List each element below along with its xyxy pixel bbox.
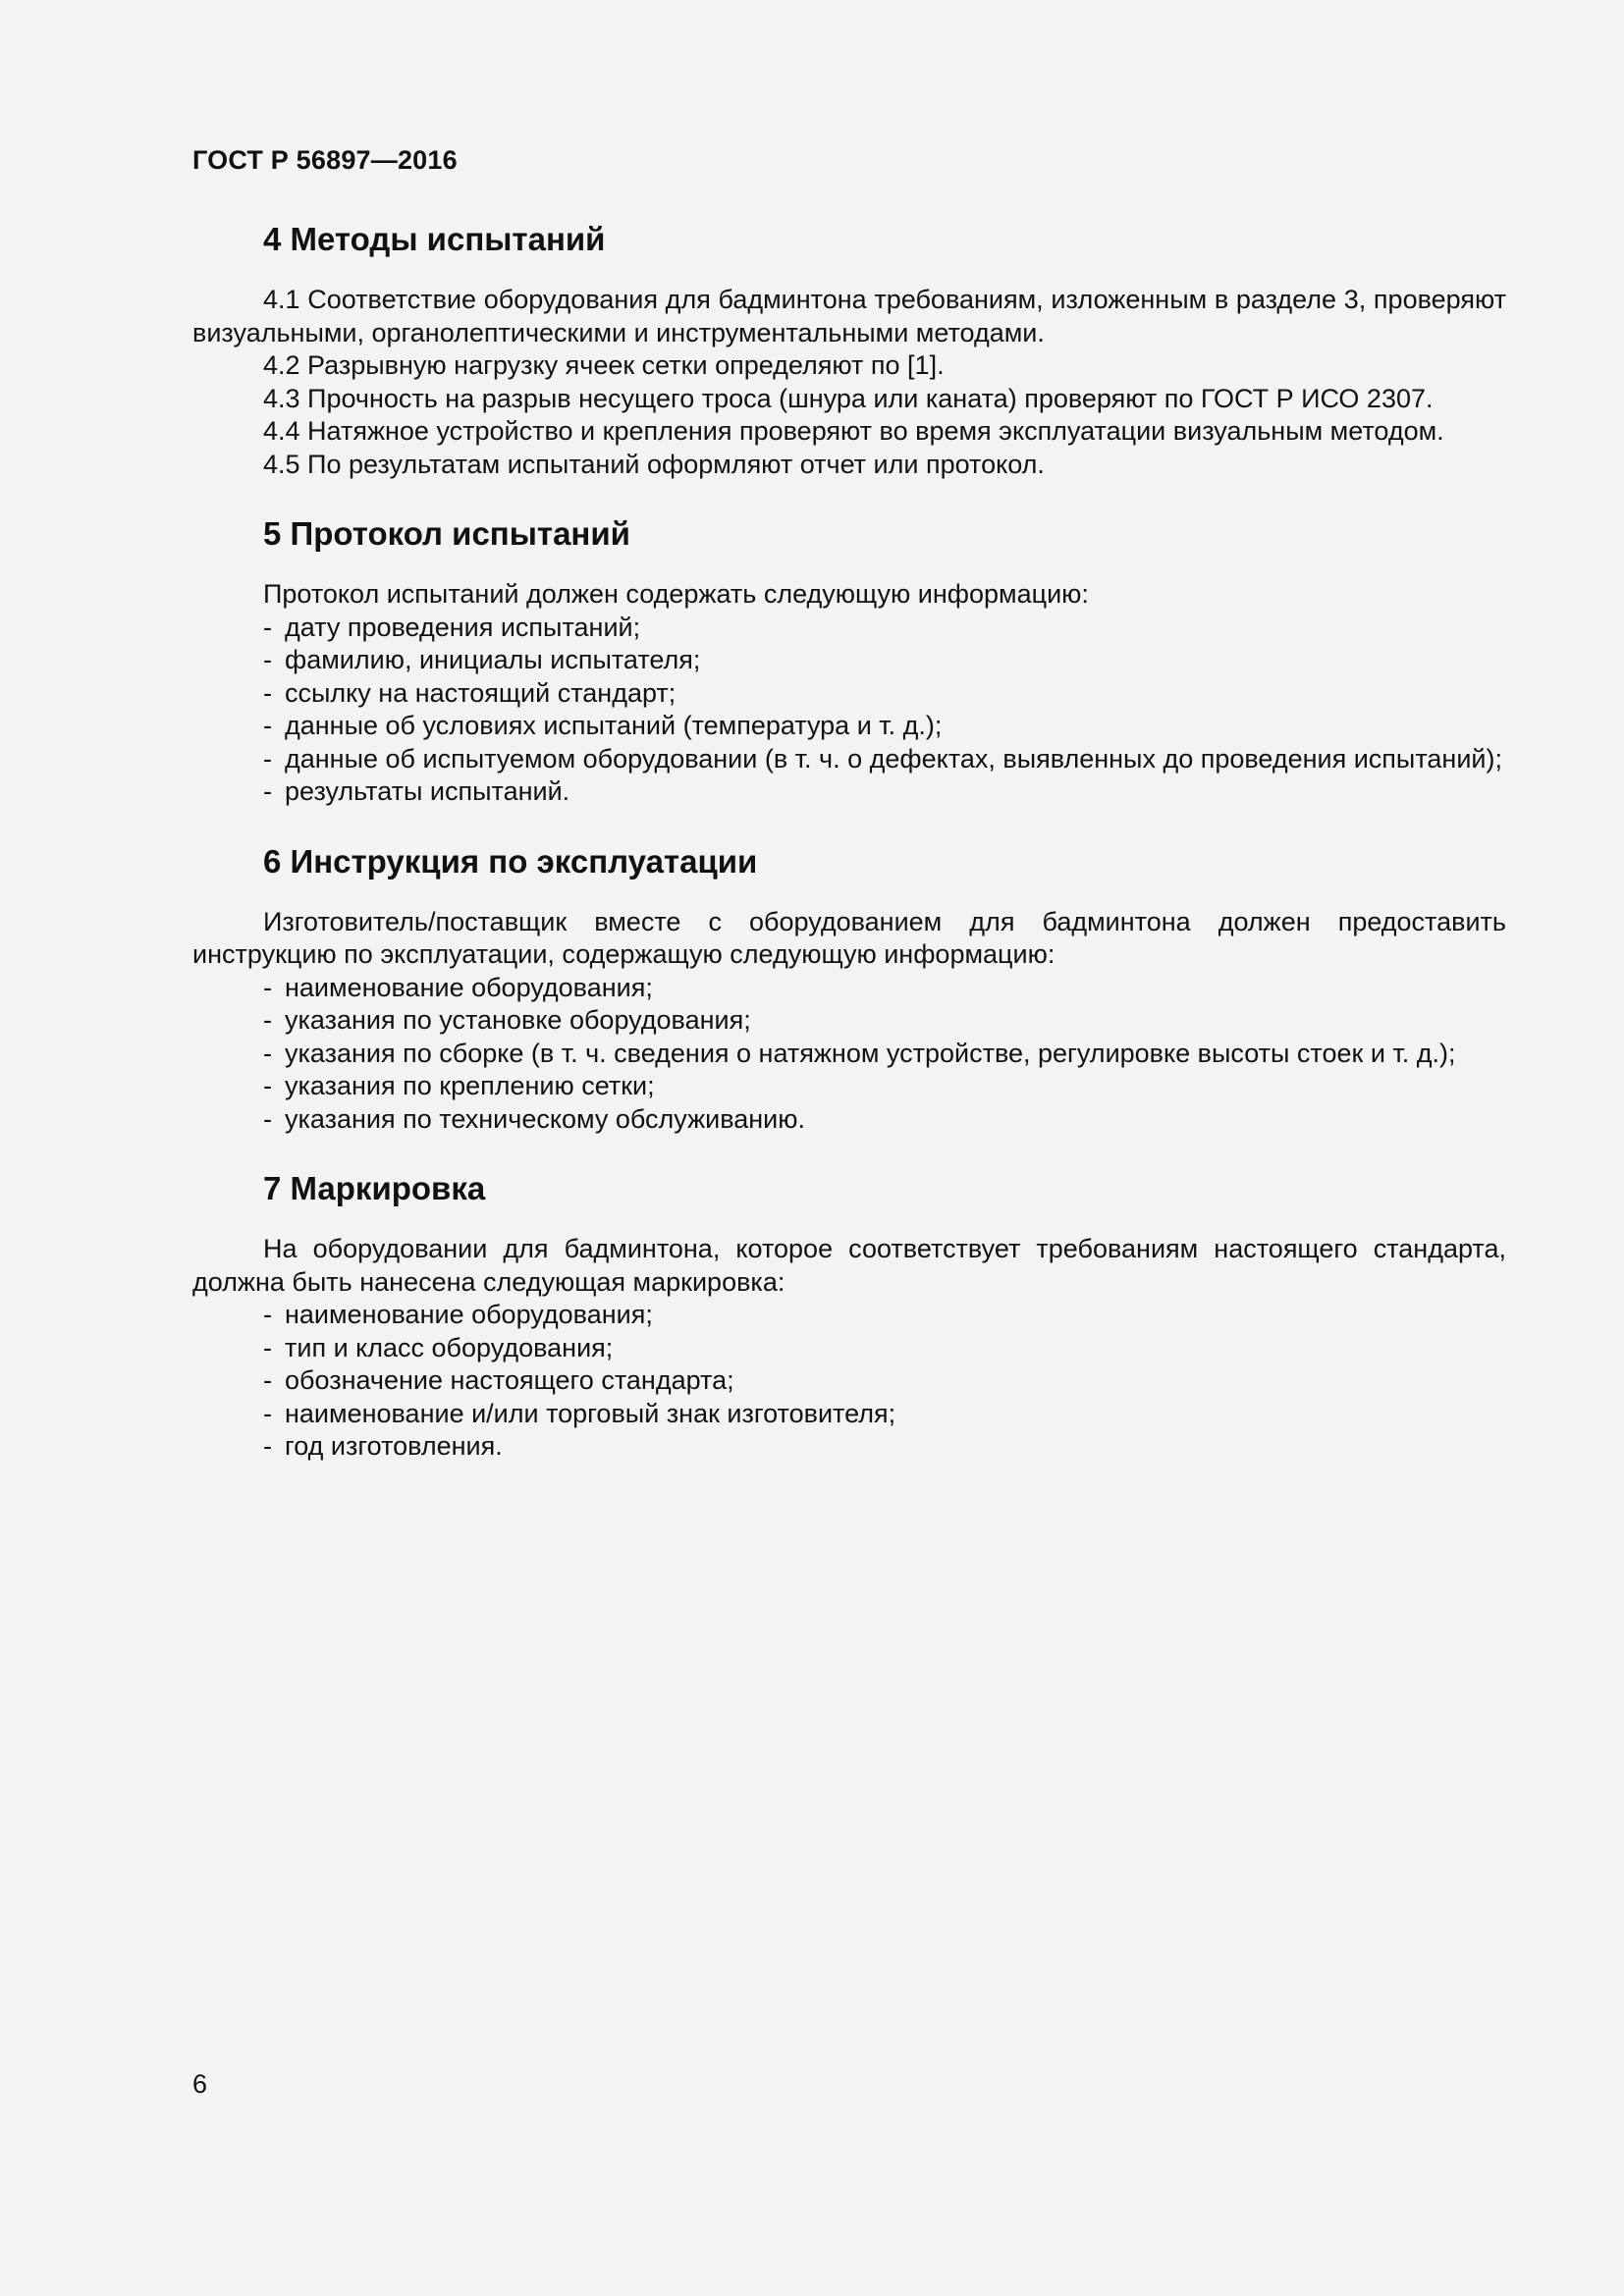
list-item: - обозначение настоящего стандарта;	[192, 1364, 1506, 1398]
list-item: - указания по установке оборудования;	[192, 1004, 1506, 1038]
section-intro: Протокол испытаний должен содержать следующую информацию:	[263, 579, 1089, 609]
list-item: - указания по сборке (в т. ч. сведения о натяжном устройстве, регулировке высоты стоек и т. д.);	[192, 1038, 1506, 1071]
clause-4-3: 4.3 Прочность на разрыв несущего троса (шнура или каната) проверяют по ГОСТ Р ИСО 2307.	[263, 383, 1434, 413]
clause-4-5: 4.5 По результатам испытаний оформляют отчет или протокол.	[263, 449, 1045, 479]
list-item: - фамилию, инициалы испытателя;	[192, 644, 1506, 677]
list-item: - данные об условиях испытаний (температура и т. д.);	[192, 710, 1506, 743]
section-test-methods	[192, 220, 1506, 481]
section-marking	[192, 1169, 1506, 1464]
requirement-list	[192, 612, 1506, 809]
list-item: - наименование оборудования;	[192, 972, 1506, 1005]
clause-4-1: 4.1 Соответствие оборудования для бадминтона требованиям, изложенным в разделе 3, проверяют визуальными, органолептическими и инструментальными методами.	[192, 285, 1506, 347]
section-test-report	[192, 514, 1506, 809]
section-operating-instructions	[192, 842, 1506, 1137]
clause-4-4: 4.4 Натяжное устройство и крепления проверяют во время эксплуатации визуальным методом.	[263, 416, 1444, 446]
clause-4-2: 4.2 Разрывную нагрузку ячеек сетки определяют по [1].	[263, 350, 945, 380]
section-title: 5 Протокол испытаний	[263, 515, 630, 552]
page-number: 6	[192, 2069, 208, 2099]
list-item: - результаты испытаний.	[192, 775, 1506, 809]
list-item: - ссылку на настоящий стандарт;	[192, 677, 1506, 711]
list-item: - наименование оборудования;	[192, 1299, 1506, 1332]
document-code-header: ГОСТ Р 56897—2016	[192, 145, 458, 175]
list-item: - год изготовления.	[192, 1430, 1506, 1464]
list-item: - указания по креплению сетки;	[192, 1070, 1506, 1103]
list-item: - дату проведения испытаний;	[192, 612, 1506, 645]
section-intro: На оборудовании для бадминтона, которое соответствует требованиям настоящего стандарта, должна быть нанесена следующая маркировка:	[192, 1234, 1506, 1297]
section-intro: Изготовитель/поставщик вместе с оборудованием для бадминтона должен предоставить инструкцию по эксплуатации, содержащую следующую информацию:	[192, 906, 1506, 969]
document-body	[192, 220, 1506, 1464]
list-item: - тип и класс оборудования;	[192, 1332, 1506, 1365]
requirement-list	[192, 972, 1506, 1137]
section-title: 4 Методы испытаний	[263, 221, 606, 257]
section-title: 7 Маркировка	[263, 1170, 486, 1206]
requirement-list	[192, 1299, 1506, 1464]
section-title: 6 Инструкция по эксплуатации	[263, 842, 758, 880]
list-item: - указания по техническому обслуживанию.	[192, 1103, 1506, 1137]
list-item: - данные об испытуемом оборудовании (в т. ч. о дефектах, выявленных до проведения испытаний);	[192, 743, 1506, 776]
list-item: - наименование и/или торговый знак изготовителя;	[192, 1398, 1506, 1431]
